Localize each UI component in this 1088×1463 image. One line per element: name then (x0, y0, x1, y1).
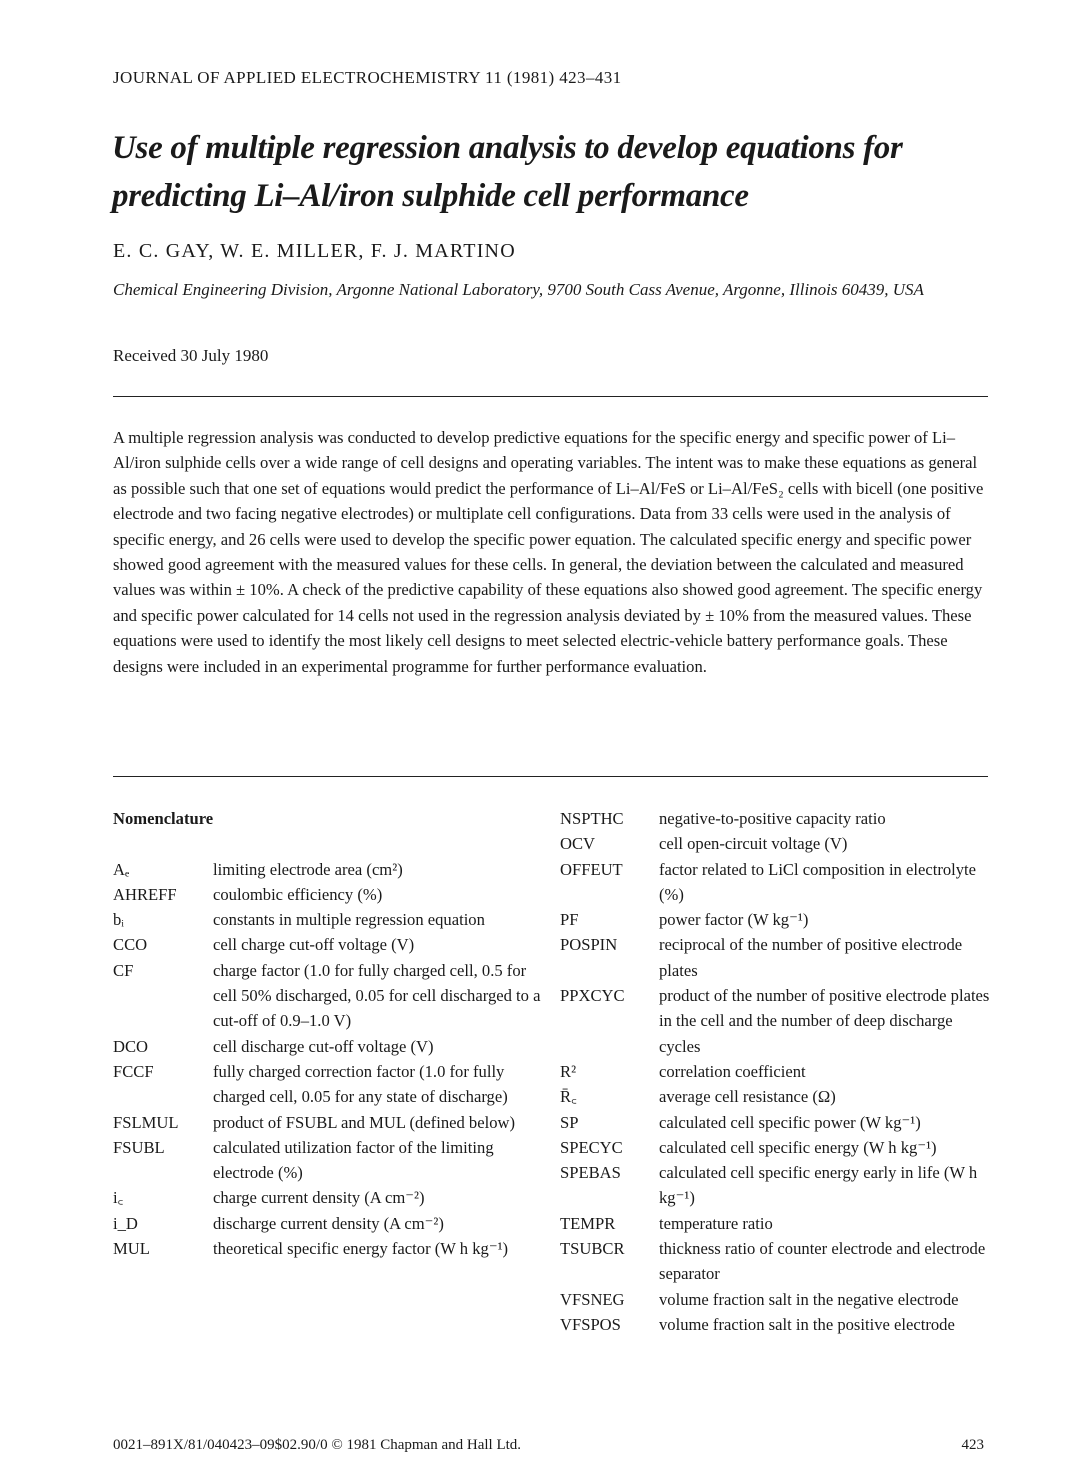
nomenclature-symbol: TEMPR (560, 1213, 616, 1233)
nomenclature-definition: product of the number of positive electrode plates in the cell and the number of deep discharge cycles (659, 986, 990, 1056)
nomenclature-left-list (113, 857, 548, 1262)
nomenclature-definition: charge factor (1.0 for fully charged cell, 0.5 for cell 50% discharged, 0.05 for cell discharged to a cut-off of 0.9–1.0 V) (213, 960, 541, 1031)
nomenclature-definition: theoretical specific energy factor (W h kg⁻¹) (213, 1239, 509, 1259)
nomenclature-entry (560, 1135, 994, 1160)
nomenclature-definition: volume fraction salt in the negative electrode (659, 1289, 959, 1309)
nomenclature-symbol: Aₑ (113, 859, 130, 879)
nomenclature-symbol: TSUBCR (560, 1239, 625, 1259)
nomenclature-definition: fully charged correction factor (1.0 for fully charged cell, 0.05 for any state of discharge) (213, 1061, 508, 1107)
nomenclature-symbol: PPXCYC (560, 986, 625, 1006)
abstract: A multiple regression analysis was conducted to develop predictive equations for the specific energy and specific power of Li–Al/iron sulphide cells over a wide range of cell designs and operating variables. The intent was to make these equations as general as possible such that one set of equations would predict the performance of Li–Al/FeS or Li–Al/FeS₂ cells with bicell (one positive electrode and two facing negative electrodes) or multiplate cell configurations. Data from 33 cells were used in the analysis of specific energy, and 26 cells were used to develop the specific power equation. The calculated specific energy and specific power showed good agreement with the measured values for these cells. In general, the deviation between the calculated and measured values was within ± 10%. A check of the predictive capability of these equations also showed good agreement. The specific energy and specific power calculated for 14 cells not used in the regression analysis deviated by ± 10% from the measured values. These equations were used to identify the most likely cell designs to meet selected electric-vehicle battery performance goals. These designs were included in an experimental programme for further performance evaluation. (113, 428, 984, 676)
nomenclature-entry (113, 1034, 548, 1059)
nomenclature-entry (113, 857, 548, 882)
nomenclature-entry (113, 1185, 548, 1210)
nomenclature-entry (113, 932, 548, 957)
nomenclature-entry (560, 1084, 994, 1109)
nomenclature-right-column (560, 806, 994, 1337)
nomenclature-right-list (560, 806, 994, 1337)
nomenclature-symbol: SPEBAS (560, 1163, 621, 1183)
nomenclature-entry (560, 1287, 994, 1312)
nomenclature-symbol: FCCF (113, 1061, 154, 1081)
nomenclature-entry (560, 1312, 994, 1337)
nomenclature-symbol: PF (560, 910, 579, 930)
nomenclature-entry (560, 1059, 994, 1084)
nomenclature-symbol: SP (560, 1112, 579, 1132)
authors: E. C. GAY, W. E. MILLER, F. J. MARTINO (113, 240, 516, 262)
nomenclature-entry (560, 1236, 994, 1287)
nomenclature-definition: volume fraction salt in the positive electrode (659, 1314, 955, 1334)
nomenclature-definition: negative-to-positive capacity ratio (659, 809, 886, 828)
nomenclature-symbol: i_D (113, 1213, 138, 1233)
nomenclature-entry (113, 1236, 548, 1261)
nomenclature-entry (113, 882, 548, 907)
nomenclature-symbol: VFSNEG (560, 1289, 625, 1309)
paper-title: Use of multiple regression analysis to develop equations for predicting Li–Al/iron sulphide cell performance (112, 130, 903, 214)
nomenclature-definition: constants in multiple regression equation (213, 910, 485, 930)
divider-bottom (113, 776, 988, 777)
nomenclature-left-column (113, 806, 548, 1261)
nomenclature-symbol: OFFEUT (560, 859, 623, 879)
journal-header: JOURNAL OF APPLIED ELECTROCHEMISTRY 11 (1981) 423–431 (113, 68, 622, 87)
nomenclature-entry (560, 932, 994, 983)
nomenclature-symbol: SPECYC (560, 1137, 623, 1157)
nomenclature-symbol: VFSPOS (560, 1314, 621, 1334)
nomenclature-definition: limiting electrode area (cm²) (213, 859, 403, 879)
nomenclature-entry (113, 1059, 548, 1110)
nomenclature-definition: product of FSUBL and MUL (defined below) (213, 1112, 516, 1132)
nomenclature-symbol: FSUBL (113, 1137, 165, 1157)
nomenclature-definition: factor related to LiCl composition in electrolyte (%) (659, 859, 977, 904)
nomenclature-definition: correlation coefficient (659, 1061, 806, 1081)
nomenclature-entry (560, 907, 994, 932)
nomenclature-entry (113, 1211, 548, 1236)
page-number: 423 (961, 1437, 984, 1453)
nomenclature-heading: Nomenclature (113, 809, 214, 828)
nomenclature-symbol: POSPIN (560, 935, 618, 955)
nomenclature-definition: calculated utilization factor of the limiting electrode (%) (213, 1137, 494, 1183)
nomenclature-definition: cell charge cut-off voltage (V) (213, 935, 415, 955)
nomenclature-entry (113, 1135, 548, 1186)
nomenclature-definition: thickness ratio of counter electrode and electrode separator (659, 1239, 986, 1284)
nomenclature-definition: discharge current density (A cm⁻²) (213, 1213, 444, 1233)
received-date: Received 30 July 1980 (113, 346, 269, 365)
nomenclature-entry (560, 1160, 994, 1211)
nomenclature-definition: temperature ratio (659, 1213, 773, 1233)
nomenclature-definition: calculated cell specific energy (W h kg⁻¹) (659, 1137, 937, 1157)
nomenclature-symbol: MUL (113, 1239, 150, 1259)
nomenclature-entry (560, 806, 994, 831)
nomenclature-entry (113, 958, 548, 1034)
nomenclature-entry (560, 857, 994, 908)
nomenclature-definition: coulombic efficiency (%) (213, 884, 383, 904)
nomenclature-definition: cell discharge cut-off voltage (V) (213, 1036, 434, 1056)
nomenclature-definition: charge current density (A cm⁻²) (213, 1188, 425, 1208)
nomenclature-definition: reciprocal of the number of positive electrode plates (659, 935, 963, 980)
affiliation: Chemical Engineering Division, Argonne National Laboratory, 9700 South Cass Avenue, Argonne, Illinois 60439, USA (113, 280, 924, 299)
nomenclature-definition: average cell resistance (Ω) (659, 1087, 836, 1107)
nomenclature-symbol: OCV (560, 834, 596, 854)
nomenclature-entry (113, 907, 548, 932)
nomenclature-symbol: bᵢ (113, 910, 125, 930)
nomenclature-symbol: R² (560, 1061, 577, 1081)
nomenclature-definition: calculated cell specific power (W kg⁻¹) (659, 1112, 921, 1132)
nomenclature-entry (560, 1110, 994, 1135)
nomenclature-symbol: NSPTHC (560, 809, 624, 828)
footer-code: 0021–891X/81/040423–09$02.90/0 © 1981 Chapman and Hall Ltd. (113, 1437, 522, 1453)
nomenclature-entry (113, 1110, 548, 1135)
nomenclature-symbol: CF (113, 960, 134, 980)
nomenclature-entry (560, 831, 994, 856)
nomenclature-symbol: CCO (113, 935, 148, 955)
nomenclature-definition: power factor (W kg⁻¹) (659, 910, 809, 930)
nomenclature-symbol: DCO (113, 1036, 149, 1056)
divider-top (113, 396, 988, 397)
nomenclature-definition: cell open-circuit voltage (V) (659, 834, 848, 854)
nomenclature-entry (560, 1211, 994, 1236)
nomenclature-symbol: FSLMUL (113, 1112, 179, 1132)
nomenclature-symbol: AHREFF (113, 884, 177, 904)
nomenclature-symbol: i꜀ (113, 1188, 124, 1208)
nomenclature-definition: calculated cell specific energy early in life (W h kg⁻¹) (659, 1163, 978, 1208)
nomenclature-entry (560, 983, 994, 1059)
nomenclature-symbol: R̄꜀ (560, 1087, 577, 1107)
